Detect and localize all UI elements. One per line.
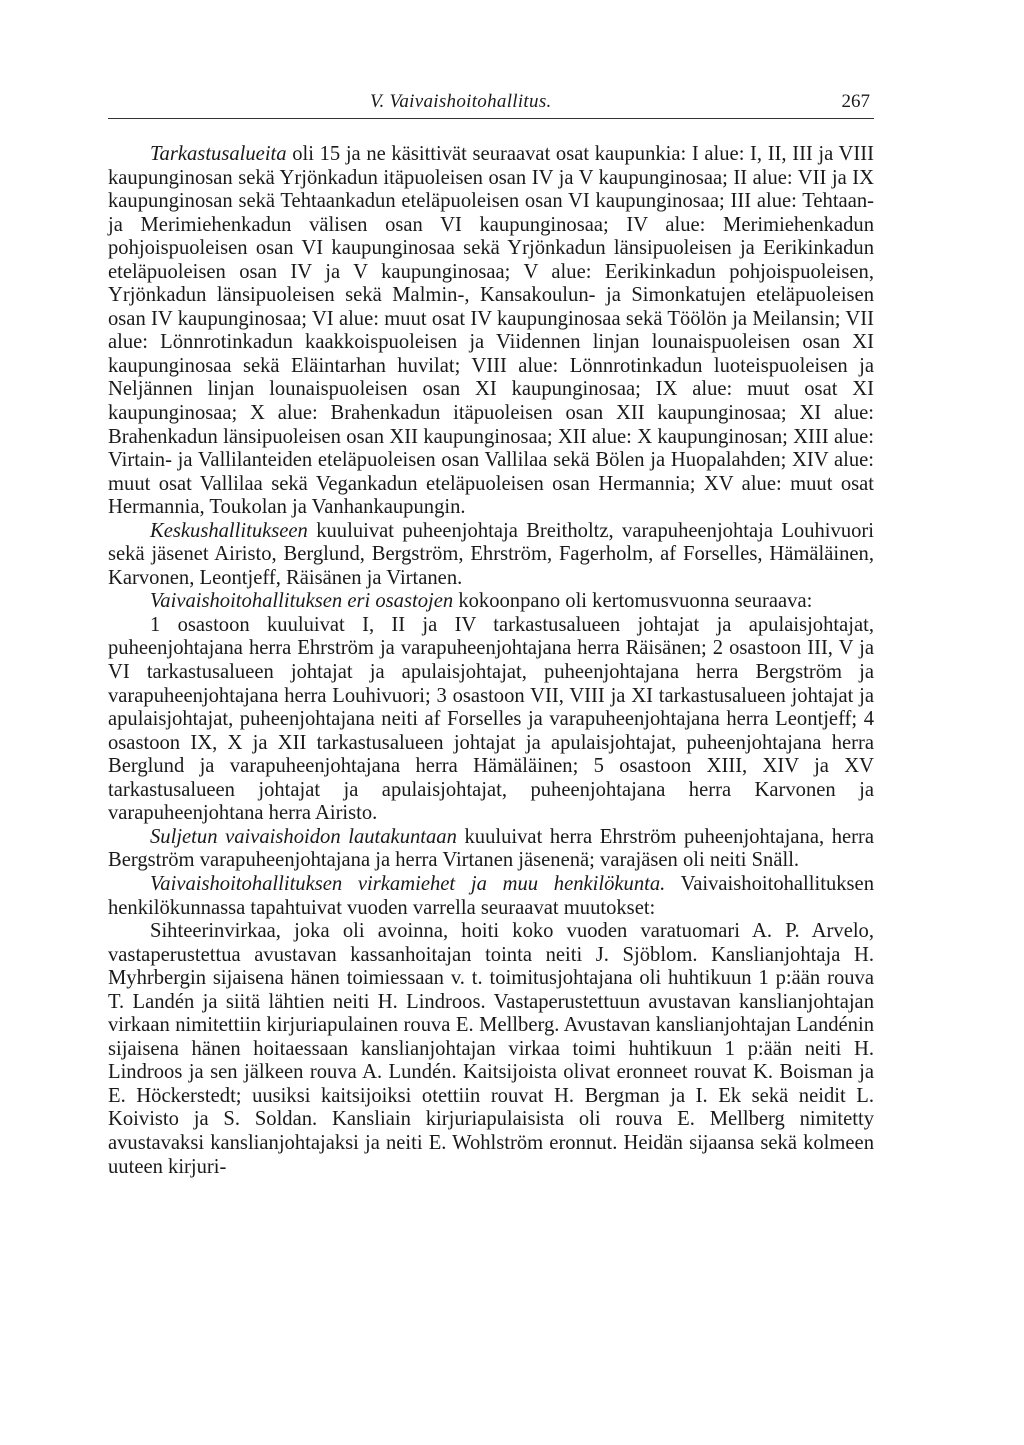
paragraph-inspection-areas: [108, 143, 874, 520]
paragraph-staff-changes: [108, 920, 874, 1179]
paragraph-departments: [108, 590, 874, 614]
paragraph-lead: Vaivaishoitohallituksen eri osastojen: [150, 590, 454, 613]
document-page: [108, 90, 874, 1179]
paragraph-central-board: [108, 520, 874, 591]
paragraph-lead: Tarkastusalueita: [150, 143, 287, 165]
paragraph-department-list: [108, 614, 874, 826]
paragraph-lead: Keskushallitukseen: [150, 519, 308, 542]
paragraph-body: kuuluivat herra Ehrström puheenjohtajana, herra Bergström varapuheenjohtajana ja herra Virtanen jäsenenä; varajäsen oli neiti Snäll.: [108, 825, 874, 872]
paragraph-body: oli 15 ja ne käsittivät seuraavat osat kaupunkia: I alue: I, II, III ja VIII kaupunginosan sekä Yrjönkadun itäpuoleisen osan IV ja V kaupunginosaa; II alue: VII ja IX kaupunginosan sekä Tehtaankadun eteläpuoleisen osan VI kaupunginosaa; III alue: Tehtaan- ja Merimiehenkadun välisen osan VI kaupunginosaa; IV alue: Merimiehenkadun pohjoispuoleisen osan VI kaupunginosaa sekä Yrjönkadun länsipuoleisen ja Eerikinkadun eteläpuoleisen osan IV ja V kaupunginosaa; V alue: Eerikinkadun pohjoispuoleisen, Yrjönkadun länsipuoleisen sekä Malmin-, Kansakoulun- ja Simonkatujen eteläpuoleisen osan IV kaupunginosaa; VI alue: muut osat IV kaupunginosaa sekä Töölön ja Meilansin; VII alue: Lönnrotinkadun kaakkoispuoleisen ja Viidennen linjan lounaispuoleisen osan XI kaupunginosaa sekä Eläintarhan huvilat; VIII alue: Lönnrotinkadun luoteispuoleisen ja Neljännen linjan lounaispuoleisen osan XI kaupunginosaa; IX alue: muut osat XI kaupunginosaa; X alue: Brahenkadun itäpuoleisen osan XII kaupunginosaa; XI alue: Brahenkadun länsipuoleisen osan XII kaupunginosaa; XII alue: X kaupunginosan; XIII alue: Virtain- ja Vallilanteiden eteläpuoleisen osan Vallilaa sekä Bölen ja Huopalahden; XIV alue: muut osat Vallilaa sekä Vegankadun eteläpuoleisen osan Hermannia; XV alue: muut osat Hermannia, Toukolan ja Vanhankaupungin.: [108, 143, 874, 519]
paragraph-body: kokoonpano oli kertomusvuonna seuraava:: [453, 590, 813, 613]
paragraph-body: kuuluivat puheenjohtaja Breitholtz, varapuheenjohtaja Louhivuori sekä jäsenet Airisto, Berglund, Bergström, Ehrström, Fagerholm, af Forselles, Hämäläinen, Karvonen, Leontjeff, Räisänen ja Virtanen.: [108, 519, 874, 589]
paragraph-lead: Suljetun vaivaishoidon lautakuntaan: [150, 825, 457, 848]
running-header: [108, 90, 874, 119]
paragraph-closed-care-committee: [108, 826, 874, 873]
paragraph-staff: [108, 873, 874, 920]
paragraph-lead: Vaivaishoitohallituksen virkamiehet ja muu henkilökunta.: [150, 872, 666, 895]
paragraph-body: Sihteerinvirkaa, joka oli avoinna, hoiti koko vuoden varatuomari A. P. Arvelo, vastaperustettua avustavan kassanhoitajan tointa neiti J. Sjöblom. Kanslianjohtaja H. Myhrbergin sijaisena hänen toimiessaan v. t. toimitusjohtajana oli huhtikuun 1 p:ään rouva T. Landén ja siitä lähtien neiti H. Lindroos. Vastaperustettuun avustavan kanslianjohtajan virkaan nimitettiin kirjuriapulainen rouva E. Mellberg. Avustavan kanslianjohtajan Landénin sijaisena hänen hoitaessaan kanslianjohtajan virkaa toimi huhtikuun 1 p:ään neiti H. Lindroos ja sen jälkeen rouva A. Lundén. Kaitsijoista olivat eronneet rouvat K. Boisman ja E. Höckerstedt; uusiksi kaitsijoiksi otettiin rouvat H. Bergman ja I. Ek sekä neidit L. Koivisto ja S. Soldan. Kansliain kirjuriapulaisista oli rouva E. Mellberg nimitetty avustavaksi kanslianjohtajaksi ja neiti E. Wohlström eronnut. Heidän sijaansa sekä kolmeen uuteen kirjuri-: [108, 920, 874, 1178]
paragraph-body: Vaivaishoitohallituksen henkilökunnassa tapahtuivat vuoden varrella seuraavat muutokset:: [108, 872, 874, 919]
body-text: [108, 143, 874, 1179]
paragraph-body: 1 osastoon kuuluivat I, II ja IV tarkastusalueen johtajat ja apulaisjohtajat, puheenjohtajana herra Ehrström ja varapuheenjohtajana herra Räisänen; 2 osastoon III, V ja VI tarkastusalueen johtajat ja apulaisjohtajat, puheenjohtajana herra Bergström ja varapuheenjohtajana herra Louhivuori; 3 osastoon VII, VIII ja XI tarkastusalueen johtajat ja apulaisjohtajat, puheenjohtajana neiti af Forselles ja varapuheenjohtajana herra Leontjeff; 4 osastoon IX, X ja XII tarkastusalueen johtajat ja apulaisjohtajat, puheenjohtajana herra Berglund ja varapuheenjohtajana herra Hämäläinen; 5 osastoon XIII, XIV ja XV tarkastusalueen johtajat ja apulaisjohtajat, puheenjohtajana herra Karvonen ja varapuheenjohtana herra Airisto.: [108, 613, 874, 825]
chapter-title: V. Vaivaishoitohallitus.: [370, 91, 552, 112]
page-number: 267: [841, 91, 870, 112]
